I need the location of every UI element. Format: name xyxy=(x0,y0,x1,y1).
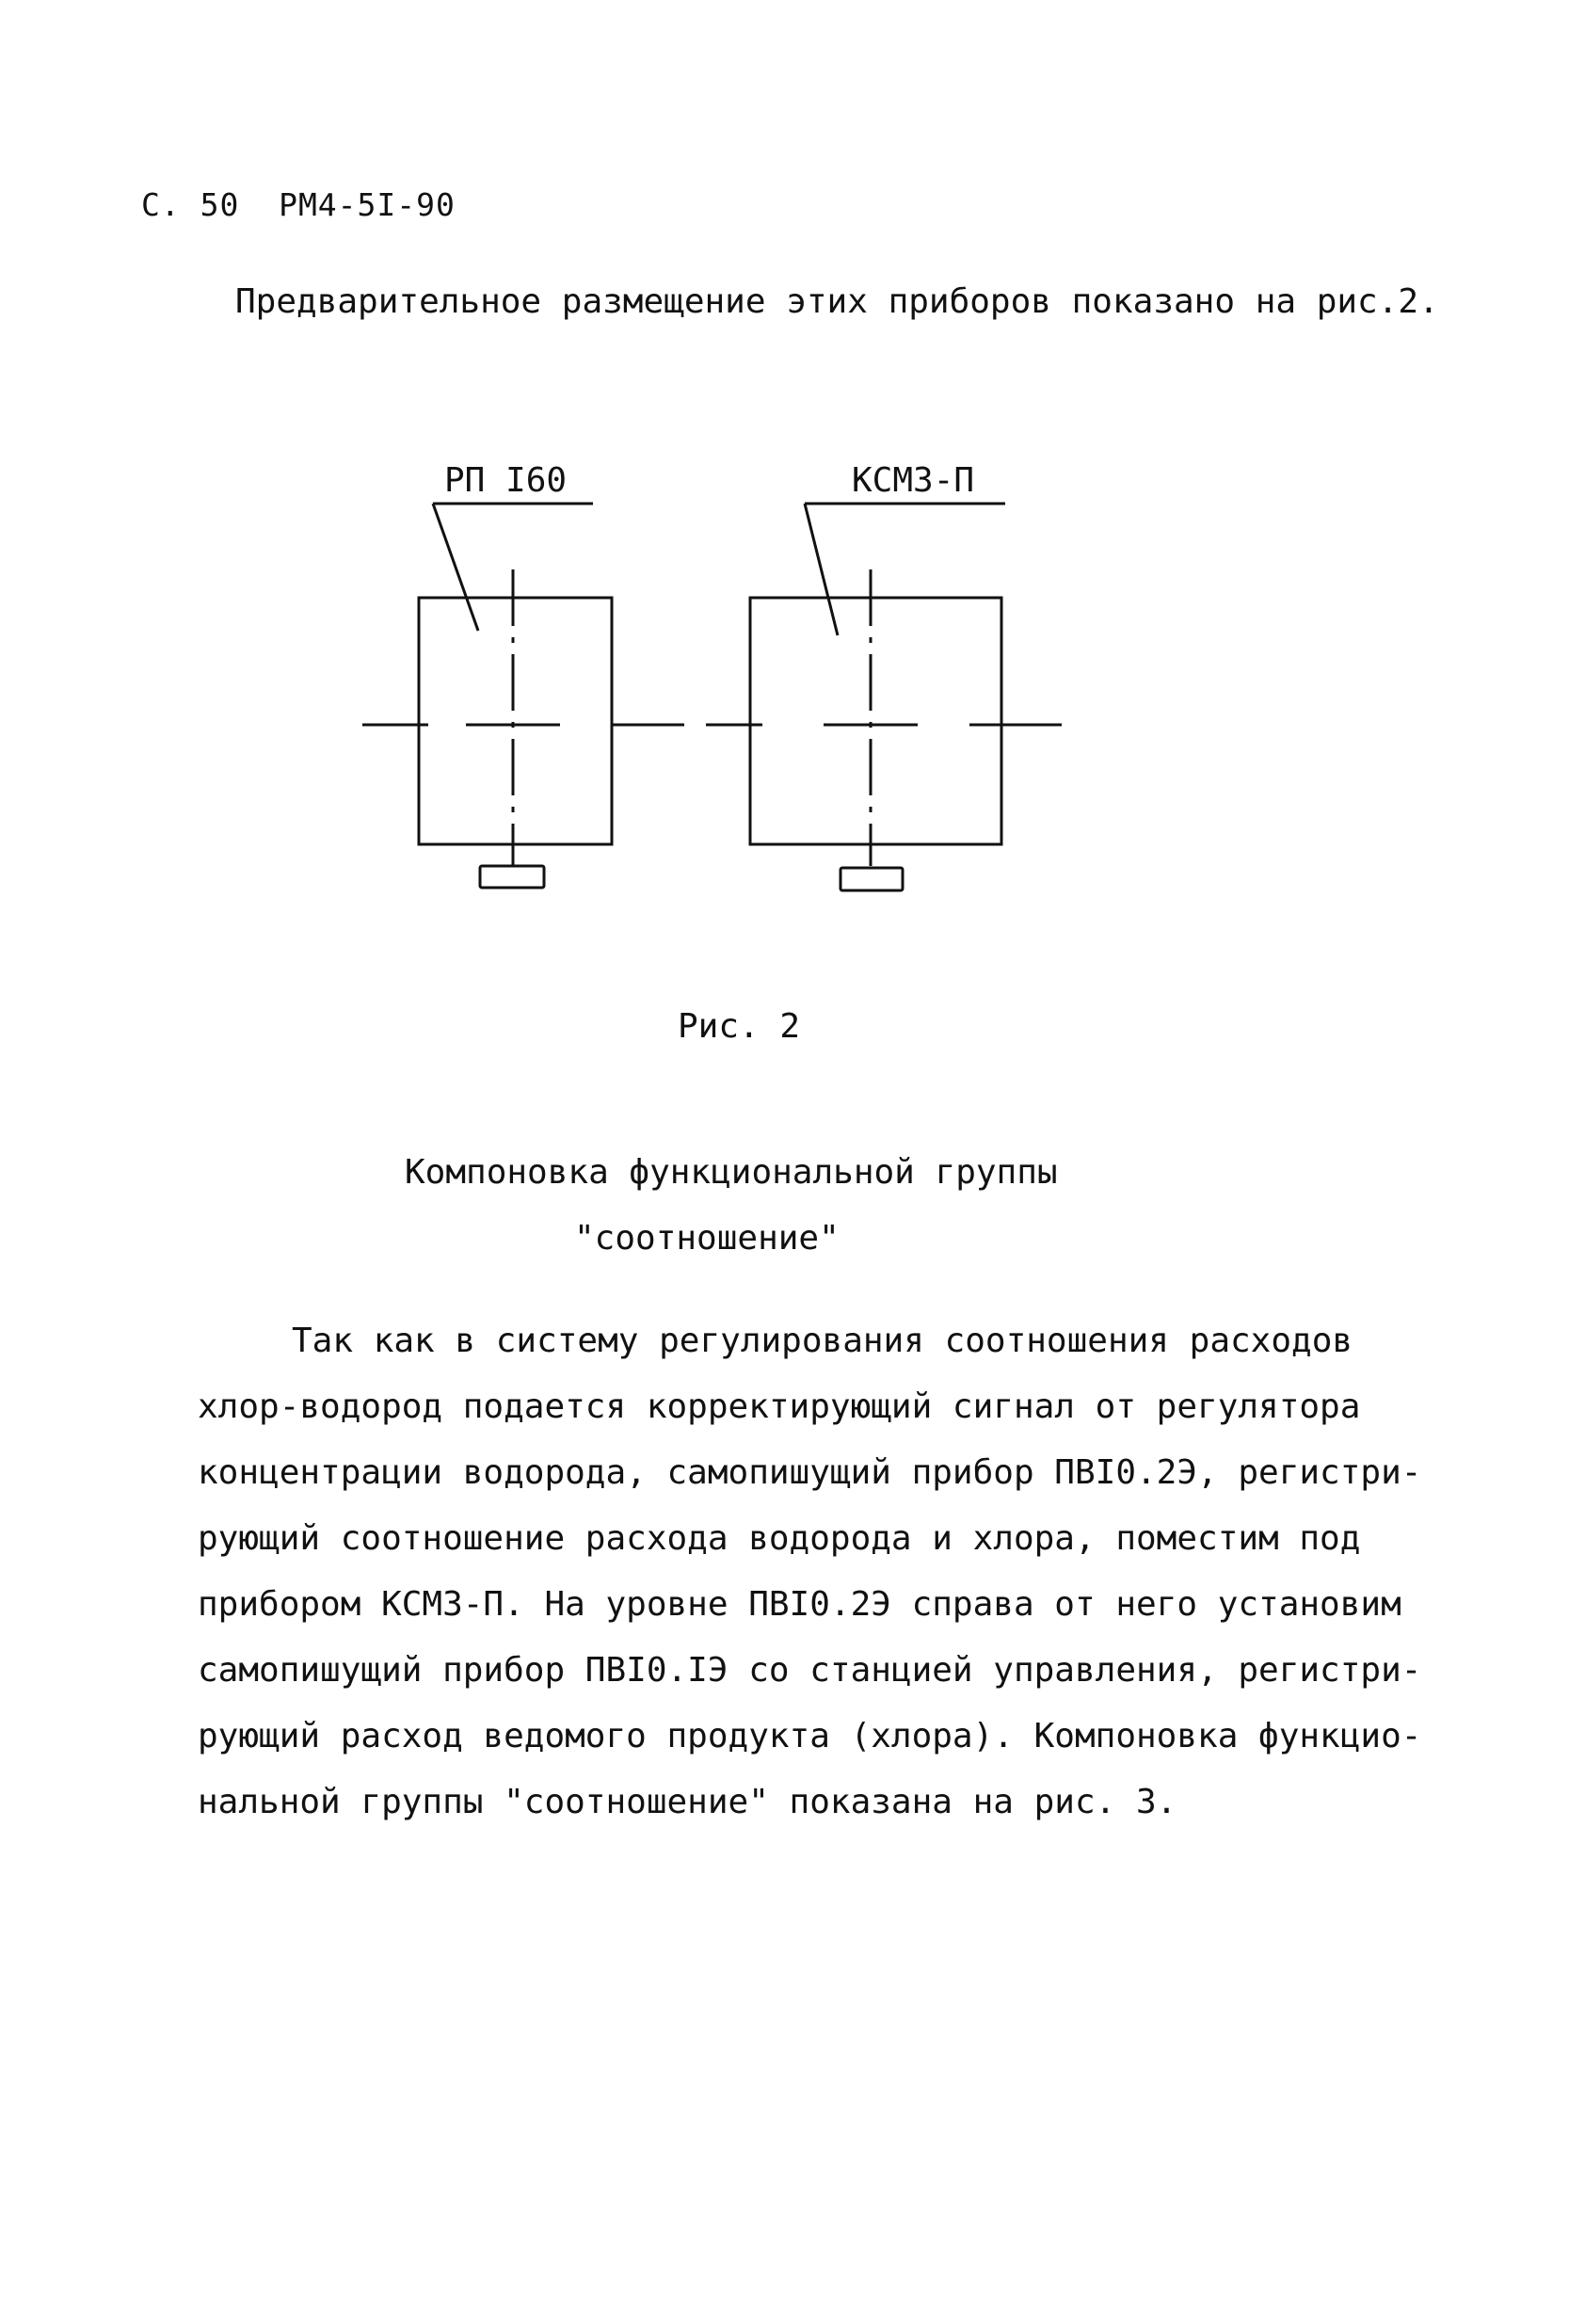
device-right xyxy=(706,504,1062,890)
body-line: самопишущий прибор ПВI0.IЭ со станцией управления, регистри- xyxy=(198,1651,1422,1690)
device-left xyxy=(362,504,684,888)
device-right-leader xyxy=(805,504,838,635)
section-title-line-2: "соотношение" xyxy=(574,1219,840,1258)
page-reference: С. 50 РМ4-5I-90 xyxy=(141,186,456,223)
figure-caption: Рис. 2 xyxy=(677,1007,801,1046)
device-right-frame xyxy=(750,598,1001,844)
device-left-leader xyxy=(433,504,478,631)
body-line: Так как в систему регулирования соотношения расходов xyxy=(292,1322,1353,1360)
body-line: концентрации водорода, самопишущий прибор ПВI0.2Э, регистри- xyxy=(198,1453,1422,1492)
section-title-line-1: Компоновка функциональной группы xyxy=(405,1153,1058,1192)
body-line: нальной группы "соотношение" показана на рис. 3. xyxy=(198,1783,1177,1821)
body-line: рующий соотношение расхода водорода и хлора, поместим под xyxy=(198,1519,1361,1558)
body-line: прибором КСМЗ-П. На уровне ПВI0.2Э справа от него установим xyxy=(198,1585,1401,1624)
device-left-base xyxy=(480,866,544,888)
device-right-label: КСМЗ-П xyxy=(852,461,975,500)
device-right-base xyxy=(841,868,903,890)
body-paragraph xyxy=(198,1308,1421,1835)
figure-2-diagram xyxy=(0,442,1585,932)
intro-paragraph: Предварительное размещение этих приборов показано на рис.2. xyxy=(235,282,1439,321)
device-left-frame xyxy=(419,598,612,844)
device-left-label: РП I60 xyxy=(444,461,568,500)
body-line: рующий расход ведомого продукта (хлора). Компоновка функцио- xyxy=(198,1717,1422,1755)
body-line: хлор-водород подается корректирующий сигнал от регулятора xyxy=(198,1387,1361,1426)
